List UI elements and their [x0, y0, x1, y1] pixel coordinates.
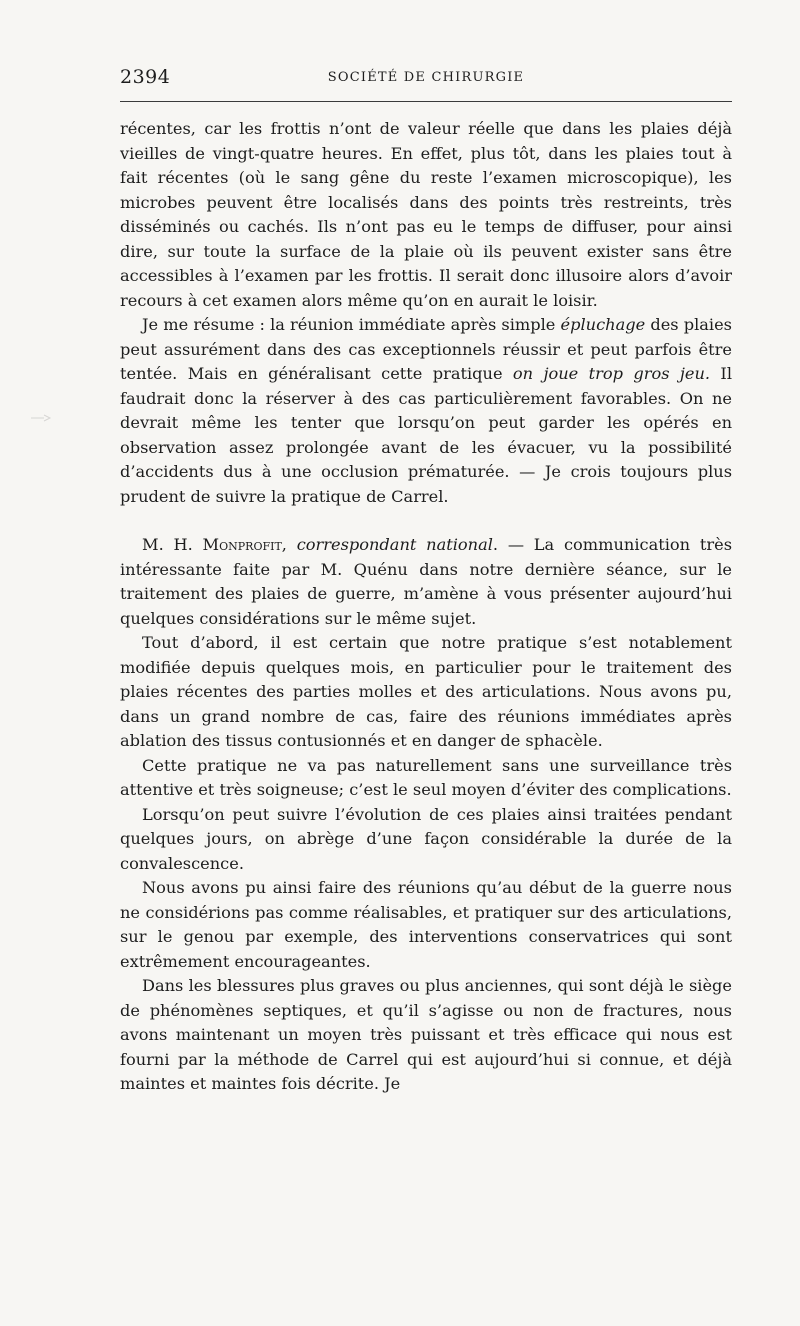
speaker-name: Monprofit: [202, 535, 282, 554]
text-run: Il faudrait donc la réserver à des cas particulièrement favorables. On ne devrait même les tenter que lorsqu’on peut garder les opérés en observation assez prolongée avant de les évacuer, vu la possibilité d’accidents dus à une occlusion prématurée. — Je crois toujours plus prudent de suivre la pratique de Carrel.: [120, 364, 732, 506]
body-text: [120, 117, 732, 1097]
italic-phrase: on joue trop gros jeu.: [512, 364, 711, 383]
header-rule: [120, 101, 732, 102]
text-run: . — La communication très intéressante faite par M. Quénu dans notre dernière séance, sur le traitement des plaies de guerre, m’amène à vous présenter aujourd’hui quelques considérations sur le même sujet.: [120, 535, 733, 628]
paragraph-speaker: [120, 533, 732, 631]
paragraph: Tout d’abord, il est certain que notre pratique s’est notablement modifiée depuis quelques mois, en particulier pour le traitement des plaies récentes des parties molles et des articulations. Nous avons pu, dans un grand nombre de cas, faire des réunions immédiates après ablation des tissus contusionnés et en danger de sphacèle.: [120, 633, 732, 750]
text-run: ,: [281, 535, 297, 554]
page-header: [120, 66, 732, 92]
paragraph: Dans les blessures plus graves ou plus anciennes, qui sont déjà le siège de phénomènes septiques, et qu’il s’agisse ou non de fractures, nous avons maintenant un moyen très puissant et très efficace qui nous est fourni par la méthode de Carrel qui est aujourd’hui si connue, et déjà maintes et maintes fois décrite. Je: [120, 976, 732, 1093]
speaker-role: correspondant national: [296, 535, 493, 554]
italic-term: épluchage: [560, 315, 646, 334]
paragraph-resume: [120, 313, 732, 509]
text-run: Je me résume : la réunion immédiate après simple: [142, 315, 561, 334]
speaker-prefix: M. H.: [142, 535, 203, 554]
paragraph-continuation: récentes, car les frottis n’ont de valeur réelle que dans les plaies déjà vieilles de vingt-quatre heures. En effet, plus tôt, dans les plaies tout à fait récentes (où le sang gêne du reste l’examen microscopique), les microbes peuvent être localisés dans des points très restreints, très disséminés ou cachés. Ils n’ont pas eu le temps de diffuser, pour ainsi dire, sur toute la surface de la plaie où ils peuvent exister sans être accessibles à l’examen par les frottis. Il serait donc illusoire alors d’avoir recours à cet examen alors même qu’on en aurait le loisir.: [120, 119, 732, 310]
margin-smudge: [30, 414, 52, 422]
page-number: 2394: [120, 66, 171, 88]
paragraph: Nous avons pu ainsi faire des réunions qu’au début de la guerre nous ne considérions pas comme réalisables, et pratiquer sur des articulations, sur le genou par exemple, des interventions conservatrices qui sont extrêmement encourageantes.: [120, 878, 732, 971]
paragraph: Lorsqu’on peut suivre l’évolution de ces plaies ainsi traitées pendant quelques jours, on abrège d’une façon considérable la durée de la convalescence.: [120, 804, 732, 873]
paragraph: Cette pratique ne va pas naturellement sans une surveillance très attentive et très soigneuse; c’est le seul moyen d’éviter des complications.: [120, 755, 732, 799]
running-head: SOCIÉTÉ DE CHIRURGIE: [327, 70, 525, 85]
text-run: des plaies peut assurément dans des cas exceptionnels réussir et peut parfois être tentée. Mais en généralisant cette pratique: [120, 315, 732, 383]
section-gap: [120, 509, 732, 533]
